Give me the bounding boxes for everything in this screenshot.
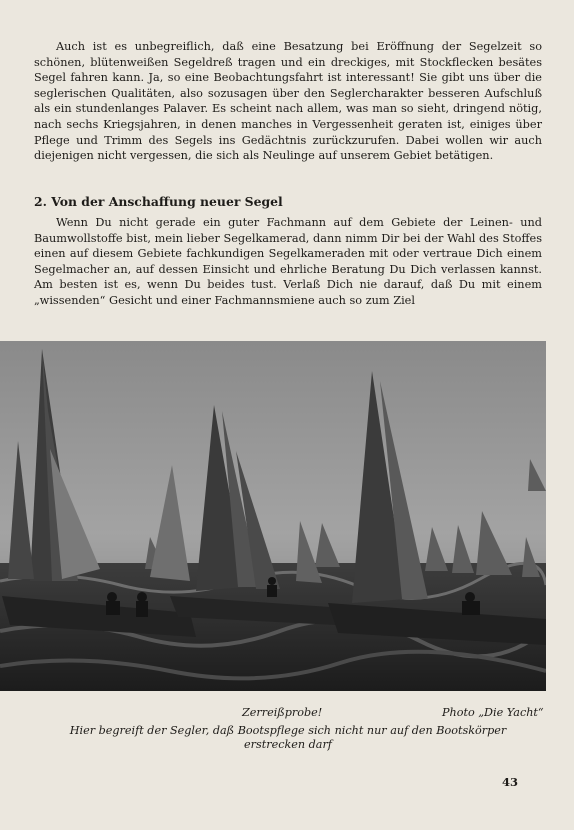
- photo-caption-title: Zerreißprobe!: [242, 706, 323, 719]
- photo-caption: Hier begreift der Segler, daß Bootspflege sich nicht nur auf den Bootskörper erstrecken darf: [69, 724, 507, 751]
- photo-credit: Photo „Die Yacht“: [442, 706, 544, 719]
- section-paragraph: [34, 215, 542, 309]
- sailboat-race-photo: [0, 341, 546, 691]
- intro-paragraph-text: Auch ist es unbegreiflich, daß eine Besatzung bei Eröffnung der Segelzeit so schönen, blütenweißen Segeldreß tragen und ein dreckiges, mit Stockflecken besätes Segel fahren kann. Ja, so eine Beobachtungsfahrt ist interessant! Sie gibt uns über die seglerischen Qualitäten, also sozusagen über den Seglercharakter besseren Aufschluß als ein stundenlanges Palaver. Es scheint nach allem, was man so sieht, dringend nötig, nach sechs Kriegsjahren, in denen manches in Vergessenheit geraten ist, einiges über Pflege und Trimm des Segels ins Gedächtnis zurückzurufen. Dabei wollen wir auch diejenigen nicht vergessen, die sich als Neulinge auf unserem Gebiet betätigen.: [34, 40, 542, 163]
- sailboat-race-illustration: [0, 341, 546, 691]
- intro-paragraph: [34, 39, 542, 164]
- page-number: 43: [502, 775, 519, 789]
- section-heading: 2. Von der Anschaffung neuer Segel: [34, 194, 283, 209]
- section-paragraph-text: Wenn Du nicht gerade ein guter Fachmann auf dem Gebiete der Leinen- und Baumwollstoffe bist, mein lieber Segelkamerad, dann nimm Dir bei der Wahl des Stoffes einen auf diesem Gebiete fachkundigen Segelkameraden mit oder vertraue Dich einem Segelmacher an, auf dessen Einsicht und ehrliche Beratung Du Dich verlassen kannst. Am besten ist es, wenn Du beides tust. Verlaß Dich nie darauf, daß Du mit einem „wissenden“ Gesicht und einer Fachmannsmiene auch so zum Ziel: [34, 216, 542, 307]
